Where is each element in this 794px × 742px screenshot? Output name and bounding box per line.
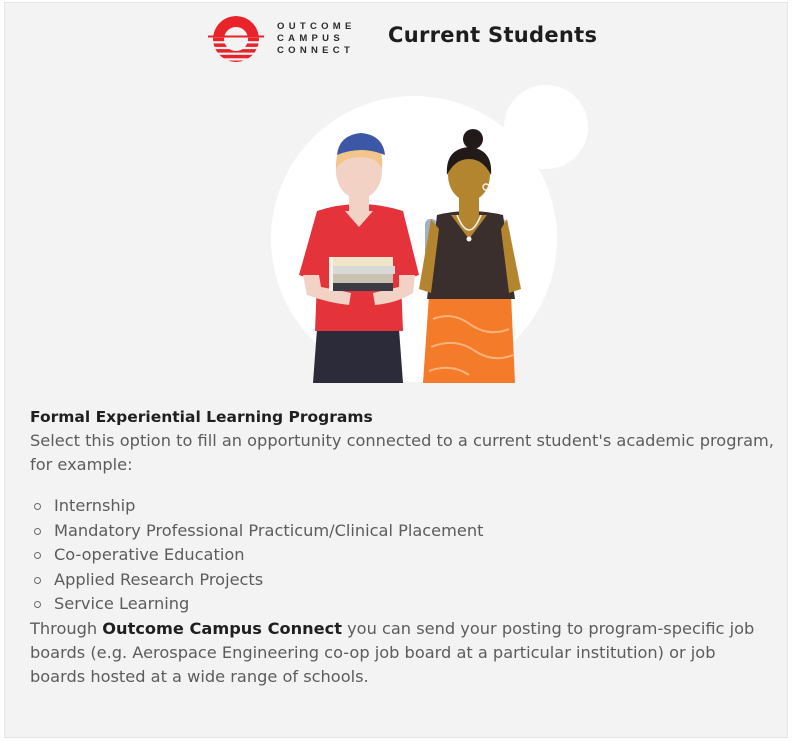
list-item	[34, 543, 775, 568]
footer-suffix: you can send your posting to program-specific job boards (e.g. Aerospace Engineering co-op job board at a particular institution) or job boards hosted at a wide range of schools.	[30, 618, 755, 686]
list-item-label: Applied Research Projects	[54, 569, 264, 589]
list-item-label: Mandatory Professional Practicum/Clinical Placement	[54, 520, 484, 540]
brand-wordmark	[277, 21, 356, 57]
list-item	[34, 568, 775, 593]
section-intro: Select this option to fill an opportunity connected to a current student's academic program, for example:	[30, 431, 774, 474]
list-item-label: Internship	[54, 496, 136, 515]
footer-prefix: Through	[30, 618, 103, 638]
list-item	[34, 494, 775, 519]
brand-wordmark-line-1: OUTCOME	[277, 21, 356, 32]
outcome-circle-logo-icon	[204, 14, 268, 64]
two-students-illustration	[233, 79, 595, 383]
section-title: Formal Experiential Learning Programs	[30, 408, 373, 426]
card-header	[5, 3, 789, 75]
footer-brand: Outcome Campus Connect	[102, 618, 342, 638]
list-item-label: Co-operative Education	[54, 545, 245, 565]
list-item-label: Service Learning	[54, 594, 190, 614]
list-item	[34, 519, 775, 544]
brand-wordmark-line-3: CONNECT	[277, 45, 355, 56]
brand-wordmark-line-2: CAMPUS	[277, 33, 344, 44]
bullet-circle-icon	[34, 528, 41, 535]
bullet-circle-icon	[34, 577, 41, 584]
bullet-circle-icon	[34, 601, 41, 608]
list-item	[34, 592, 775, 617]
program-list	[30, 494, 775, 617]
bullet-circle-icon	[34, 552, 41, 559]
program-description	[30, 405, 775, 689]
current-students-card	[4, 2, 788, 738]
section-footer	[30, 617, 775, 689]
page-title: Current Students	[388, 23, 598, 47]
bullet-circle-icon	[34, 503, 41, 510]
